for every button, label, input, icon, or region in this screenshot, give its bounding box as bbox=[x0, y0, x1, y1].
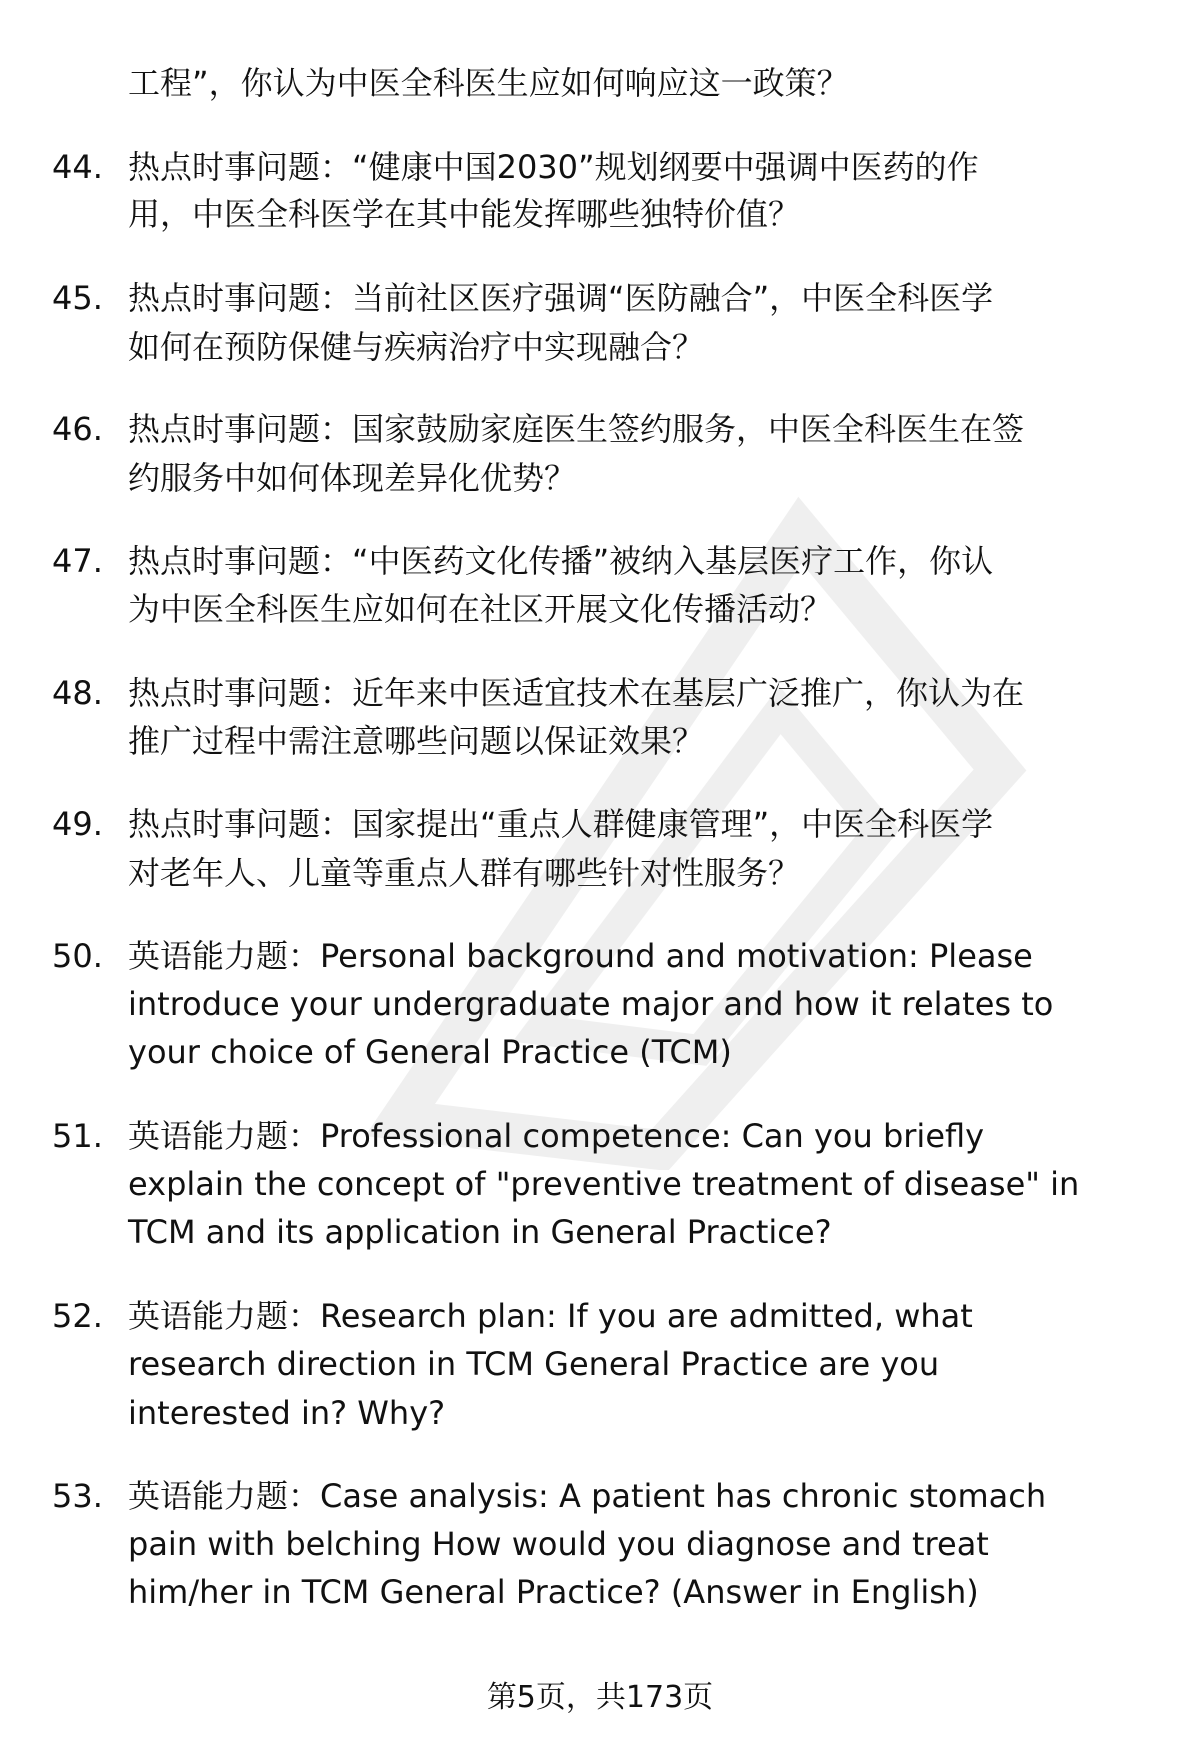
question-text-line: 推广过程中需注意哪些问题以保证效果？ bbox=[128, 722, 705, 760]
question-text-line: 约服务中如何体现差异化优势？ bbox=[128, 459, 577, 497]
question-number: 52. bbox=[52, 1297, 103, 1335]
question-text-line: 热点时事问题：国家提出“重点人群健康管理”，中医全科医学 bbox=[128, 805, 994, 843]
question-text-line: 为中医全科医生应如何在社区开展文化传播活动？ bbox=[128, 590, 833, 628]
question-number: 45. bbox=[52, 279, 103, 317]
question-text-line: 用，中医全科医学在其中能发挥哪些独特价值？ bbox=[128, 195, 801, 233]
question-text-line: introduce your undergraduate major and how it relates to bbox=[128, 985, 1054, 1023]
question-number: 49. bbox=[52, 805, 103, 843]
question-text-line: 英语能力题：Personal background and motivation: Please bbox=[128, 937, 1033, 975]
question-text-line: 热点时事问题：“中医药文化传播”被纳入基层医疗工作，你认 bbox=[128, 542, 994, 580]
question-text-line: your choice of General Practice (TCM) bbox=[128, 1033, 732, 1071]
question-text-line: him/her in TCM General Practice? (Answer in English) bbox=[128, 1573, 979, 1611]
question-text-line: interested in? Why? bbox=[128, 1394, 446, 1432]
question-text-line: explain the concept of "preventive treatment of disease" in bbox=[128, 1165, 1080, 1203]
question-text-line: 热点时事问题：近年来中医适宜技术在基层广泛推广，你认为在 bbox=[128, 674, 1025, 712]
question-number: 46. bbox=[52, 410, 103, 448]
question-text-line: TCM and its application in General Practice? bbox=[128, 1213, 832, 1251]
question-text-line: 如何在预防保健与疾病治疗中实现融合？ bbox=[128, 328, 705, 366]
question-text-line: 英语能力题：Research plan: If you are admitted, what bbox=[128, 1297, 973, 1335]
question-number: 53. bbox=[52, 1477, 103, 1515]
question-text-line: 热点时事问题：当前社区医疗强调“医防融合”，中医全科医学 bbox=[128, 279, 994, 317]
question-text-line: 热点时事问题：国家鼓励家庭医生签约服务，中医全科医生在签 bbox=[128, 410, 1025, 448]
question-text-line: research direction in TCM General Practice are you bbox=[128, 1345, 940, 1383]
question-text-line: 热点时事问题：“健康中国2030”规划纲要中强调中医药的作 bbox=[128, 148, 979, 186]
question-text-line: 对老年人、儿童等重点人群有哪些针对性服务？ bbox=[128, 854, 801, 892]
question-number: 48. bbox=[52, 674, 103, 712]
continuation-line: 工程”，你认为中医全科医生应如何响应这一政策？ bbox=[128, 64, 849, 102]
question-number: 47. bbox=[52, 542, 103, 580]
question-number: 50. bbox=[52, 937, 103, 975]
question-text-line: pain with belching How would you diagnose and treat bbox=[128, 1525, 989, 1563]
question-text-line: 英语能力题：Case analysis: A patient has chronic stomach bbox=[128, 1477, 1047, 1515]
question-number: 51. bbox=[52, 1117, 103, 1155]
page-footer: 第5页，共173页 bbox=[486, 1680, 714, 1715]
question-text-line: 英语能力题：Professional competence: Can you briefly bbox=[128, 1117, 985, 1155]
question-number: 44. bbox=[52, 148, 103, 186]
